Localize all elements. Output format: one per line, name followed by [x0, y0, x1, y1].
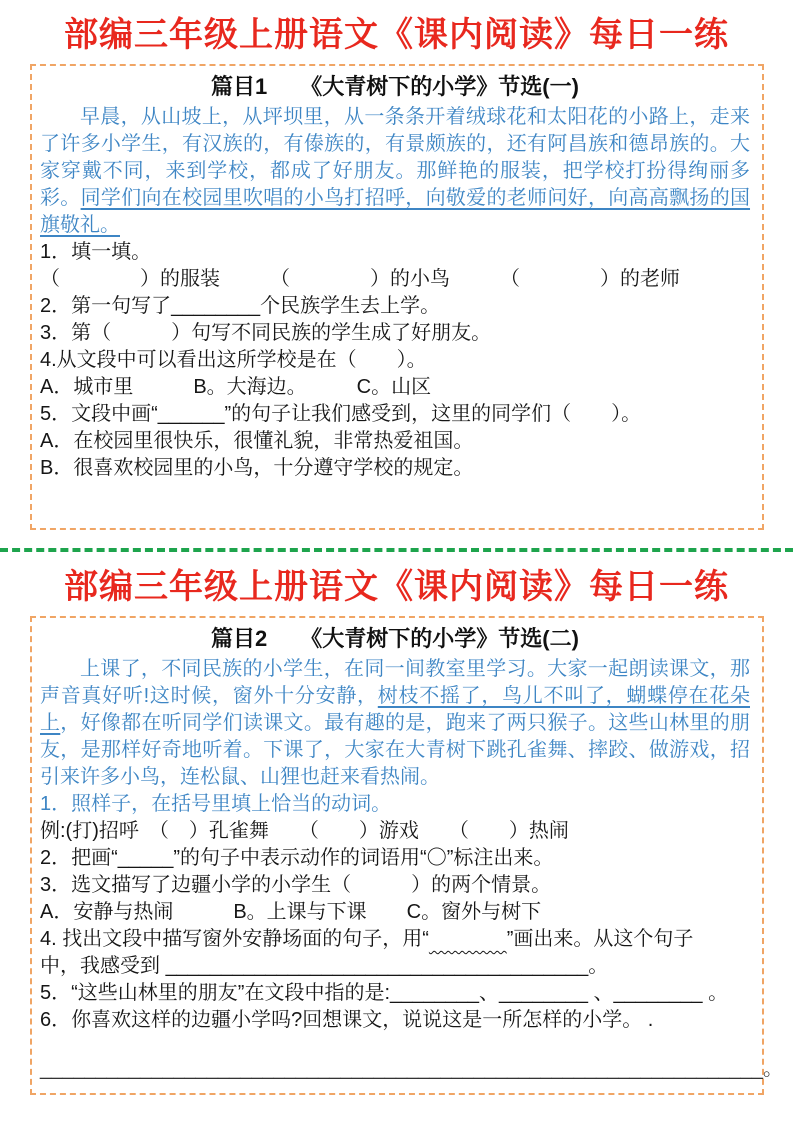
question-line [40, 293, 750, 320]
question-line [40, 401, 750, 428]
question-text: 例:(打)招呼 （ ）孔雀舞 （ ）游戏 （ ）热闹 [40, 820, 569, 842]
passage-text: 早晨，从山坡上，从坪坝里，从一条条开着绒球花和太阳花的小路上，走来了许多小学生，有汉族的，有傣族的，有景颇族的，还有阿昌族和德昂族的。大家穿戴不同，来到学校，都成了好朋友。那鲜艳的服装，把学校打扮得绚丽多彩。 [40, 106, 750, 209]
question-text: 2．把画“_____”的句子中表示动作的词语用“〇”标注出来。 [40, 847, 554, 869]
question-text: _________________________________________________________________ [40, 1058, 763, 1080]
question-line [40, 953, 750, 980]
question-text: A．城市里 B。大海边。 C。山区 [40, 376, 432, 398]
question-line [40, 320, 750, 347]
question-line [40, 455, 750, 482]
question-line [40, 1056, 783, 1083]
underlined-passage-text: 同学们向在校园里吹唱的小鸟打招呼，向敬爱的老师问好，向高高飘扬的国旗敬礼。 [40, 187, 751, 236]
question-line [40, 347, 750, 374]
questions-2 [40, 791, 783, 1083]
question-text: A．安静与热闹 B。上课与下课 C。窗外与树下 [40, 901, 542, 923]
question-text: 。 [588, 955, 609, 977]
question-text: 。 [763, 1058, 783, 1080]
question-line [40, 899, 750, 926]
question-line [40, 845, 750, 872]
section-1 [0, 14, 793, 530]
worksheet-title: 部编三年级上册语文《课内阅读》每日一练 [64, 17, 729, 54]
underlined-passage-text: 树枝不摇了，鸟儿不叫了，蝴蝶停在花朵上 [40, 685, 750, 734]
question-text: ______________________________________ [165, 955, 589, 977]
reading-passage-2 [40, 656, 750, 791]
question-text: 3．选文描写了边疆小学的小学生（ ）的两个情景。 [40, 874, 552, 896]
question-text: 5．文段中画“______”的句子让我们感受到，这里的同学们（ ）。 [40, 403, 642, 425]
question-line [40, 266, 750, 293]
passage-text: 上课了，不同民族的小学生，在同一间教室里学习。大家一起朗读课文，那声音真好听!这时候，窗外十分安静， [40, 658, 750, 707]
question-text: 1．填一填。 [40, 241, 152, 263]
question-line [40, 1007, 750, 1034]
reading-passage-1 [40, 104, 750, 239]
worksheet-title-2: 部编三年级上册语文《课内阅读》每日一练 [64, 569, 729, 606]
question-text: 3．第（ ）句写不同民族的学生成了好朋友。 [40, 322, 492, 344]
question-line [40, 428, 750, 455]
question-text: 中，我感受到 [40, 955, 166, 977]
questions-1 [40, 239, 750, 482]
section-2 [0, 566, 793, 1095]
exercise-box-1 [30, 64, 764, 530]
exercise-box-2 [30, 616, 783, 1095]
question-line [40, 980, 750, 1007]
question-text: B．很喜欢校园里的小鸟，十分遵守学校的规定。 [40, 457, 474, 479]
question-text: 1．照样子，在括号里填上恰当的动词。 [40, 793, 392, 815]
question-line [40, 791, 750, 818]
question-text: 4.从文段中可以看出这所学校是在（ ）。 [40, 349, 427, 371]
question-text: A．在校园里很快乐，很懂礼貌，非常热爱祖国。 [40, 430, 474, 452]
question-line [40, 872, 750, 899]
question-text: 6．你喜欢这样的边疆小学吗?回想课文，说说这是一所怎样的小学。 . [40, 1009, 654, 1031]
worksheet-page [0, 14, 793, 1095]
question-line [40, 818, 750, 845]
page-break-divider [0, 548, 793, 552]
question-text: ”画出来。从这个句子 [506, 928, 694, 950]
question-text: 5．“这些山林里的朋友”在文段中指的是:________、________ 、________ 。 [40, 982, 729, 1004]
wavy-blank [429, 928, 507, 950]
question-line [40, 374, 750, 401]
passage-2-title: 篇目2 《大青树下的小学》节选(二) [211, 626, 579, 651]
question-text: （ ）的服装 （ ）的小鸟 （ ）的老师 [40, 268, 680, 290]
question-line [40, 239, 750, 266]
question-text: 4. 找出文段中描写窗外安静场面的句子，用“ [40, 928, 429, 950]
question-text: 2．第一句写了________个民族学生去上学。 [40, 295, 441, 317]
passage-text: ，好像都在听同学们读课文。最有趣的是，跑来了两只猴子。这些山林里的朋友，是那样好奇地听着。下课了，大家在大青树下跳孔雀舞、摔跤、做游戏，招引来许多小鸟，连松鼠、山狸也赶来看热闹。 [40, 712, 751, 788]
question-line [40, 926, 750, 953]
passage-1-title: 篇目1 《大青树下的小学》节选(一) [211, 74, 579, 99]
